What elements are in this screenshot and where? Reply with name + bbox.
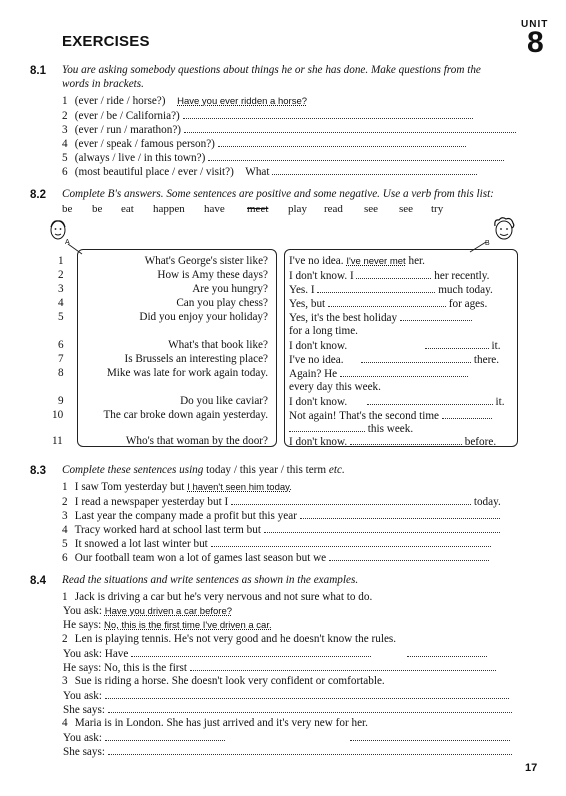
exercise-8-1-instruction: You are asking somebody questions about things he or she has done. Make questions from the (62, 64, 481, 76)
unit-label: UNIT (521, 19, 549, 30)
answer-blank[interactable] (356, 269, 431, 279)
exercise-8-1-item-5: 5 (always / live / in this town?) (62, 151, 504, 164)
answer-blank[interactable] (264, 523, 500, 533)
answer-text: I've never met (346, 256, 406, 267)
answer-blank[interactable] (105, 731, 225, 741)
speaker-a-line: Did you enjoy your holiday? (139, 311, 268, 323)
exercise-8-4-item-1-ask: You ask: Have you driven a car before? (63, 605, 233, 617)
exercise-8-4-item-3-ask: You ask: (63, 689, 509, 702)
answer-blank[interactable] (367, 395, 493, 405)
answer-blank[interactable] (211, 537, 491, 547)
exercise-8-3-item-4: 4 Tracy worked hard at school last term but (62, 523, 500, 536)
row-number: 11 (52, 435, 63, 447)
row-number: 8 (58, 367, 64, 379)
answer-blank[interactable] (272, 165, 477, 175)
speaker-a-line: How is Amy these days? (157, 269, 268, 281)
exercise-8-4-instruction: Read the situations and write sentences as shown in the examples. (62, 574, 359, 586)
exercise-8-4-item-1-say: He says: No, this is the first time I've driven a car. (63, 619, 272, 631)
answer-blank[interactable] (184, 123, 516, 133)
speaker-a-line: Mike was late for work again today. (106, 367, 268, 379)
row-number: 1 (58, 255, 64, 267)
exercise-8-4-item-2-situation: 2 Len is playing tennis. He's not very good and he doesn't know the rules. (62, 633, 397, 645)
speaker-b-line: Again? He (289, 367, 468, 380)
exercise-8-3-item-3: 3 Last year the company made a profit but this year (62, 509, 500, 522)
answer-blank[interactable] (231, 495, 471, 505)
answer-blank[interactable] (289, 422, 365, 432)
answer-blank[interactable] (407, 647, 487, 657)
answer-blank[interactable] (425, 339, 489, 349)
exercise-8-1-item-4: 4 (ever / speak / famous person?) (62, 137, 466, 150)
answer-blank[interactable] (108, 745, 512, 755)
answer-blank[interactable] (218, 137, 466, 147)
speaker-b-line: Yes, but for ages. (289, 298, 488, 310)
speaker-b-label: B (485, 240, 490, 247)
speaker-b-face-icon (490, 216, 518, 244)
exercise-8-4-item-4-ask: You ask: (63, 731, 510, 744)
exercise-8-3-instruction: Complete these sentences using today / this year / this term etc. (62, 464, 345, 476)
row-number: 3 (58, 283, 64, 295)
exercise-8-3-item-1: 1 I saw Tom yesterday but I haven't seen him today. (62, 481, 292, 493)
answer-blank[interactable] (131, 647, 371, 657)
speaker-b-line: Yes. I much today. (289, 284, 493, 296)
answer-blank[interactable] (350, 435, 462, 445)
answer-text: I haven't seen him today. (187, 482, 292, 493)
answer-blank[interactable] (350, 731, 510, 741)
exercise-8-1-item-2: 2 (ever / be / California?) (62, 109, 473, 122)
speaker-a-line: What's that book like? (168, 339, 268, 351)
speaker-b-line: I've no idea. there. (289, 354, 500, 366)
speaker-a-line: Who's that woman by the door? (125, 435, 268, 447)
exercise-8-3-item-6: 6 Our football team won a lot of games last season but we (62, 551, 489, 564)
answer-blank[interactable] (208, 151, 504, 161)
speaker-b-line-cont: for a long time. (289, 325, 358, 337)
row-number: 10 (52, 409, 64, 421)
speaker-a-line: The car broke down again yesterday. (103, 409, 268, 421)
answer-text: Have you ever ridden a horse? (177, 96, 308, 107)
answer-text: No, this is the first time I've driven a car. (104, 620, 272, 631)
speaker-b-pointer (466, 240, 488, 254)
speaker-a-label: A (65, 239, 70, 246)
row-number: 6 (58, 339, 64, 351)
answer-blank[interactable] (183, 109, 473, 119)
row-number: 2 (58, 269, 64, 281)
speaker-a-pointer (66, 242, 84, 256)
exercise-8-2-instruction: Complete B's answers. Some sentences are positive and some negative. Use a verb from this list: (62, 188, 494, 200)
page-number: 17 (525, 762, 538, 774)
speaker-b-line: Yes, it's the best holiday (289, 311, 472, 324)
row-number: 7 (58, 353, 64, 365)
exercise-8-1-item-1: 1 (ever / ride / horse?) Have you ever ridden a horse? (62, 95, 308, 107)
answer-blank[interactable] (400, 311, 472, 321)
answer-blank[interactable] (317, 283, 435, 293)
speaker-a-line: Do you like caviar? (180, 395, 268, 407)
answer-text: Have you driven a car before? (104, 606, 233, 617)
speaker-b-line-cont: this week. (289, 422, 413, 435)
exercise-8-4-number: 8.4 (30, 575, 46, 587)
answer-blank[interactable] (340, 367, 468, 377)
used-verb: meet (247, 203, 269, 215)
exercise-8-4-item-3-say: She says: (63, 703, 512, 716)
exercise-8-4-item-1-situation: 1 Jack is driving a car but he's very nervous and not sure what to do. (62, 591, 373, 603)
row-number: 4 (58, 297, 64, 309)
row-number: 9 (58, 395, 64, 407)
speaker-a-line: Are you hungry? (192, 283, 268, 295)
speaker-b-line: Not again! That's the second time (289, 409, 492, 422)
speaker-a-line: Is Brussels an interesting place? (124, 353, 268, 365)
exercise-8-1-instruction-cont: words in brackets. (62, 78, 144, 90)
exercise-8-3-item-5: 5 It snowed a lot last winter but (62, 537, 491, 550)
exercise-8-1-item-6: 6 (most beautiful place / ever / visit?) What (62, 165, 477, 178)
speaker-b-line-cont: every day this week. (289, 381, 381, 393)
answer-blank[interactable] (328, 297, 446, 307)
speaker-b-line: I don't know. it. (289, 340, 501, 352)
answer-blank[interactable] (300, 509, 500, 519)
exercise-8-4-item-2-ask: You ask: Have (63, 647, 487, 660)
exercise-8-4-item-4-situation: 4 Maria is in London. She has just arrived and it's very new for her. (62, 717, 368, 729)
answer-blank[interactable] (361, 353, 471, 363)
exercise-8-4-item-2-say: He says: No, this is the first (63, 661, 496, 674)
exercise-8-4-item-3-situation: 3 Sue is riding a horse. She doesn't look very confident or comfortable. (62, 675, 385, 687)
exercise-8-2-number: 8.2 (30, 189, 46, 201)
verb-list: be be eat happen have meet play read see see try (62, 203, 444, 215)
speaker-b-line: I've no idea. I've never met her. (289, 255, 425, 267)
speaker-a-line: Can you play chess? (176, 297, 268, 309)
exercise-8-4-item-4-say: She says: (63, 745, 512, 758)
answer-blank[interactable] (190, 661, 496, 671)
row-number: 5 (58, 311, 64, 323)
exercise-8-1-number: 8.1 (30, 65, 46, 77)
speaker-b-line: I don't know. it. (289, 396, 505, 408)
unit-number: 8 (527, 26, 544, 59)
answer-blank[interactable] (442, 409, 492, 419)
answer-blank[interactable] (329, 551, 489, 561)
answer-blank[interactable] (108, 703, 512, 713)
speaker-a-line: What's George's sister like? (144, 255, 268, 267)
exercises-heading: EXERCISES (62, 33, 150, 50)
speaker-b-line: I don't know. before. (289, 436, 497, 448)
answer-blank[interactable] (105, 689, 509, 699)
exercise-8-3-item-2: 2 I read a newspaper yesterday but I today. (62, 496, 501, 508)
exercise-8-1-item-3: 3 (ever / run / marathon?) (62, 123, 516, 136)
speaker-b-line: I don't know. I her recently. (289, 270, 490, 282)
exercise-8-3-number: 8.3 (30, 465, 46, 477)
